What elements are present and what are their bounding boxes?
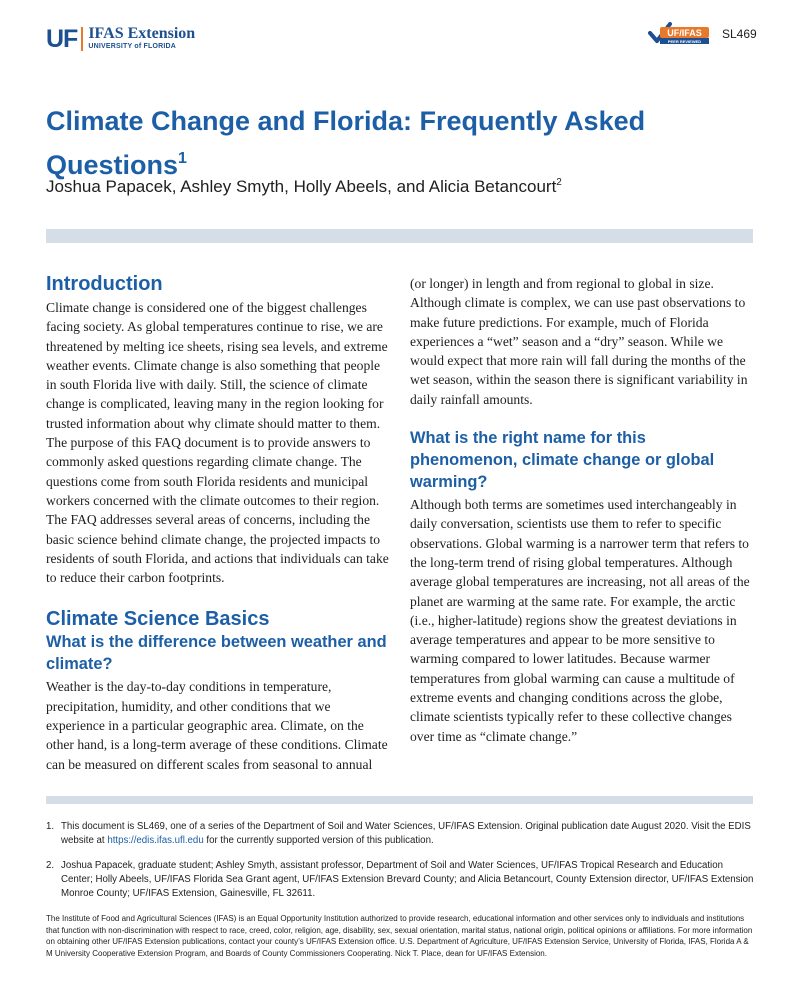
- footnote-number: 1.: [46, 821, 55, 832]
- footer-divider-band: [46, 796, 753, 804]
- authors-footnote-ref[interactable]: 2: [556, 177, 562, 188]
- right-column: [410, 274, 756, 746]
- logo-university-text: UNIVERSITY of FLORIDA: [88, 43, 177, 50]
- footnote-1-text-end: for the currently supported version of this publication.: [203, 835, 434, 846]
- footnote-1: [46, 820, 756, 848]
- title-footnote-ref[interactable]: 1: [178, 150, 187, 167]
- document-code: SL469: [722, 27, 757, 41]
- logo-divider: [81, 27, 83, 51]
- ifas-extension-logo[interactable]: [46, 26, 195, 52]
- edis-website-link[interactable]: https://edis.ifas.ufl.edu: [107, 835, 204, 846]
- author-list: [46, 177, 562, 197]
- footnote-2: [46, 859, 756, 901]
- logo-uf-mark: UF: [46, 25, 78, 53]
- page-title: [46, 103, 746, 184]
- climate-science-basics-heading: Climate Science Basics: [46, 608, 270, 631]
- climate-change-vs-global-warming-paragraph: Although both terms are sometimes used interchangeably in daily conversation, scientists use them to refer to specific observations. Global warming is a narrower term that refers to the long-term trend of rising global temperatures. Although average global temperatures are increasing, not all areas of the planet are warming at the same rate. For example, the arctic (i.e., higher-latitude) regions show the greatest deviations in average temperatures and appear to be more sensitive to warming compared to lower latitudes. Because warmer temperatures from global warming can cause a multitude of extreme events and changing conditions across the globe, climate scientists typically refer to these collective changes over time as “climate change.”: [410, 497, 750, 744]
- climate-change-vs-global-warming-heading: What is the right name for this phenomenon, climate change or global warming?: [410, 429, 715, 492]
- header-divider-band: [46, 229, 753, 243]
- weather-vs-climate-heading: What is the difference between weather and climate?: [46, 633, 387, 674]
- weather-vs-climate-paragraph-continued: (or longer) in length and from regional to global in size. Although climate is complex, we can use past observations to make future predictions. For example, much of Florida experiences a “wet” season and a “dry” season. While we would expect that more rain will fall during the months of the wet season, within the season there is significant variability in daily rainfall amounts.: [410, 276, 748, 407]
- footnotes: [46, 820, 756, 912]
- weather-vs-climate-paragraph: Weather is the day-to-day conditions in temperature, precipitation, humidity, and other conditions that we experience in a particular geographic area. Climate, on the other hand, is a long-term average of these conditions. Climate can be measured on different scales from seasonal to annual: [46, 679, 388, 772]
- badge-text: UF/IFAS: [667, 28, 702, 38]
- page-title-text: Climate Change and Florida: Frequently Asked Questions: [46, 106, 646, 180]
- footnote-1-text: This document is SL469, one of a series of the Department of Soil and Water Sciences, UF/IFAS Extension. Original publication date August 2020. Visit the EDIS website at: [61, 821, 751, 846]
- author-names: Joshua Papacek, Ashley Smyth, Holly Abeels, and Alicia Betancourt: [46, 177, 557, 196]
- introduction-heading: Introduction: [46, 273, 163, 295]
- peer-reviewed-badge-icon: [648, 22, 710, 46]
- footnote-number: 2.: [46, 860, 55, 871]
- footnote-2-text: Joshua Papacek, graduate student; Ashley Smyth, assistant professor, Department of Soil and Water Sciences, UF/IFAS Tropical Research and Education Center; Holly Abeels, UF/IFAS Florida Sea Grant agent, UF/IFAS Extension Brevard County; and Alicia Betancourt, County Extension director, UF/IFAS Extension Monroe County; UF/IFAS Extension, Gainesville, FL 32611.: [61, 860, 754, 899]
- left-column: [46, 272, 392, 774]
- introduction-paragraph: Climate change is considered one of the biggest challenges facing society. As global temperatures continue to rise, we are threatened by melting ice sheets, rising sea levels, and extreme weather events. Climate change is also something that people in south Florida live with daily. Still, the science of climate change is complicated, leaving many in the region looking for trusted information about why climate should matter to them. The purpose of this FAQ document is to provide answers to commonly asked questions regarding climate change. The questions come from south Florida residents and municipal workers concerned with the climate outcomes to their region. The FAQ addresses several areas of concerns, including the basic science behind climate change, the projected impacts to residents of south Florida, and actions that individuals can take to reduce their carbon footprints.: [46, 300, 389, 586]
- equal-opportunity-disclaimer: The Institute of Food and Agricultural Sciences (IFAS) is an Equal Opportunity Institution authorized to provide research, educational information and other services only to individuals and institutions that function with non-discrimination with respect to race, creed, color, religion, age, disability, sex, sexual orientation, marital status, national origin, political opinions or affiliations. For more information on obtaining other UF/IFAS Extension publications, contact your county’s UF/IFAS Extension office. U.S. Department of Agriculture, UF/IFAS Extension Service, University of Florida, IFAS, Florida A & M University Cooperative Extension Program, and Boards of County Commissioners Cooperating. Nick T. Place, dean for UF/IFAS Extension.: [46, 914, 753, 958]
- badge-subtext: PEER REVIEWED: [667, 39, 702, 44]
- logo-extension-text: IFAS Extension: [88, 25, 196, 42]
